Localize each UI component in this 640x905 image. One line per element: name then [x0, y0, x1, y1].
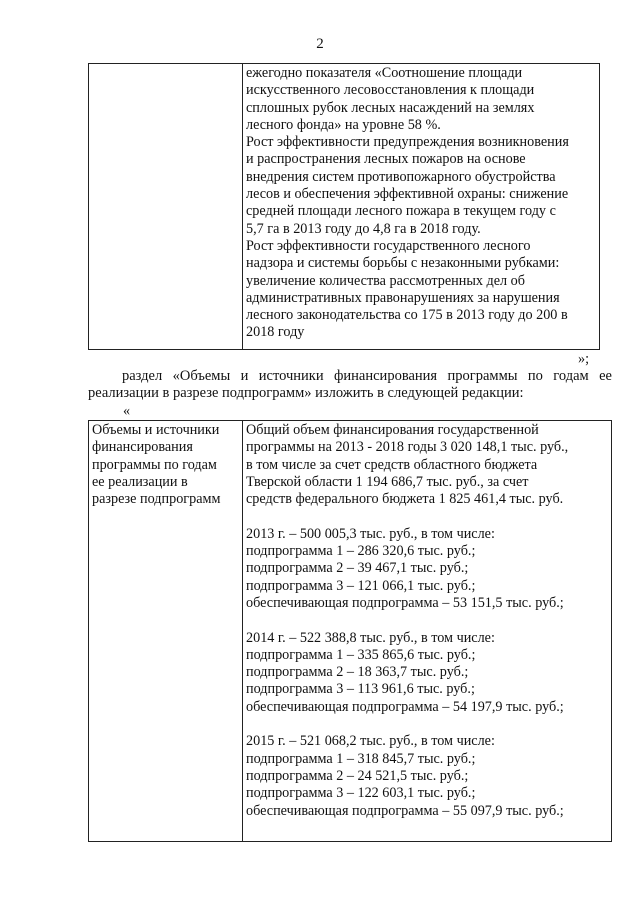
- targets-left-cell: [89, 64, 243, 350]
- cell-line: Рост эффективности государственного лесного: [246, 237, 531, 254]
- total-line: средств федерального бюджета 1 825 461,4 тыс. руб.: [246, 491, 564, 508]
- label-line: ее реализации в: [92, 473, 188, 490]
- cell-line: ежегодно показателя «Соотношение площади: [246, 65, 523, 81]
- year-2013-line: подпрограмма 1 – 286 320,6 тыс. руб.;: [246, 543, 476, 560]
- total-line: Тверской области 1 194 686,7 тыс. руб., за счет: [246, 473, 529, 490]
- cell-line: надзора и системы борьбы с незаконными рубками:: [246, 255, 560, 272]
- targets-right-cell: [243, 64, 600, 350]
- cell-line: средней площади лесного пожара в текущем году с: [246, 203, 556, 220]
- year-2015-line: 2015 г. – 521 068,2 тыс. руб., в том числе:: [246, 733, 495, 750]
- opening-quote-mark: «: [123, 403, 131, 419]
- cell-line: и распространения лесных пожаров на основе: [246, 151, 526, 168]
- closing-quote-mark: »;: [578, 351, 590, 367]
- spacer: [246, 612, 608, 629]
- amendment-paragraph-line-1: раздел «Объемы и источники финансирования программы по годам ее: [122, 368, 612, 384]
- cell-line: внедрения систем противопожарного обустройства: [246, 168, 556, 185]
- label-line: разрезе подпрограмм: [92, 491, 221, 508]
- year-2014-line: подпрограмма 2 – 18 363,7 тыс. руб.;: [246, 664, 469, 681]
- funding-label-cell: [89, 421, 243, 842]
- table-row: [89, 64, 600, 350]
- year-2013-line: обеспечивающая подпрограмма – 53 151,5 тыс. руб.;: [246, 594, 564, 611]
- page-number: 2: [316, 36, 324, 52]
- year-2013-line: 2013 г. – 500 005,3 тыс. руб., в том числе:: [246, 525, 495, 542]
- total-line: Общий объем финансирования государственной: [246, 422, 539, 438]
- label-line: программы по годам: [92, 456, 217, 473]
- cell-line: сплошных рубок лесных насаждений на землях: [246, 99, 535, 116]
- funding-value-cell: [243, 421, 612, 842]
- total-line: программы на 2013 - 2018 годы 3 020 148,1 тыс. руб.,: [246, 439, 569, 456]
- cell-line: Рост эффективности предупреждения возникновения: [246, 134, 569, 151]
- year-2015-line: обеспечивающая подпрограмма – 55 097,9 тыс. руб.;: [246, 802, 564, 819]
- year-2015-line: подпрограмма 3 – 122 603,1 тыс. руб.;: [246, 785, 476, 802]
- targets-table: [88, 63, 600, 350]
- spacer: [246, 508, 608, 525]
- spacer: [246, 716, 608, 733]
- year-2013-line: подпрограмма 2 – 39 467,1 тыс. руб.;: [246, 560, 469, 577]
- cell-line: лесного законодательства со 175 в 2013 году до 200 в: [246, 307, 568, 324]
- year-2015-line: подпрограмма 1 – 318 845,7 тыс. руб.;: [246, 750, 476, 767]
- table-row: [89, 421, 612, 842]
- cell-line: лесного фонда» на уровне 58 %.: [246, 116, 441, 133]
- cell-line: 2018 году: [246, 324, 305, 341]
- label-line: финансирования: [92, 439, 193, 456]
- year-2013-line: подпрограмма 3 – 121 066,1 тыс. руб.;: [246, 577, 476, 594]
- funding-table: [88, 420, 612, 842]
- year-2014-line: обеспечивающая подпрограмма – 54 197,9 тыс. руб.;: [246, 698, 564, 715]
- year-2014-line: подпрограмма 3 – 113 961,6 тыс. руб.;: [246, 681, 475, 698]
- total-line: в том числе за счет средств областного бюджета: [246, 456, 538, 473]
- cell-line: лесов и обеспечения эффективной охраны: снижение: [246, 186, 569, 203]
- year-2014-line: подпрограмма 1 – 335 865,6 тыс. руб.;: [246, 646, 476, 663]
- year-2015-line: подпрограмма 2 – 24 521,5 тыс. руб.;: [246, 767, 469, 784]
- amendment-paragraph-line-2: реализации в разрезе подпрограмм» изложить в следующей редакции:: [88, 385, 524, 401]
- cell-line: искусственного лесовосстановления к площади: [246, 82, 535, 99]
- cell-line: 5,7 га в 2013 году до 4,8 га в 2018 году.: [246, 220, 481, 237]
- year-2014-line: 2014 г. – 522 388,8 тыс. руб., в том числе:: [246, 629, 495, 646]
- cell-line: увеличение количества рассмотренных дел об: [246, 272, 525, 289]
- label-line: Объемы и источники: [92, 422, 220, 438]
- cell-line: административных правонарушениях за нарушения: [246, 289, 560, 306]
